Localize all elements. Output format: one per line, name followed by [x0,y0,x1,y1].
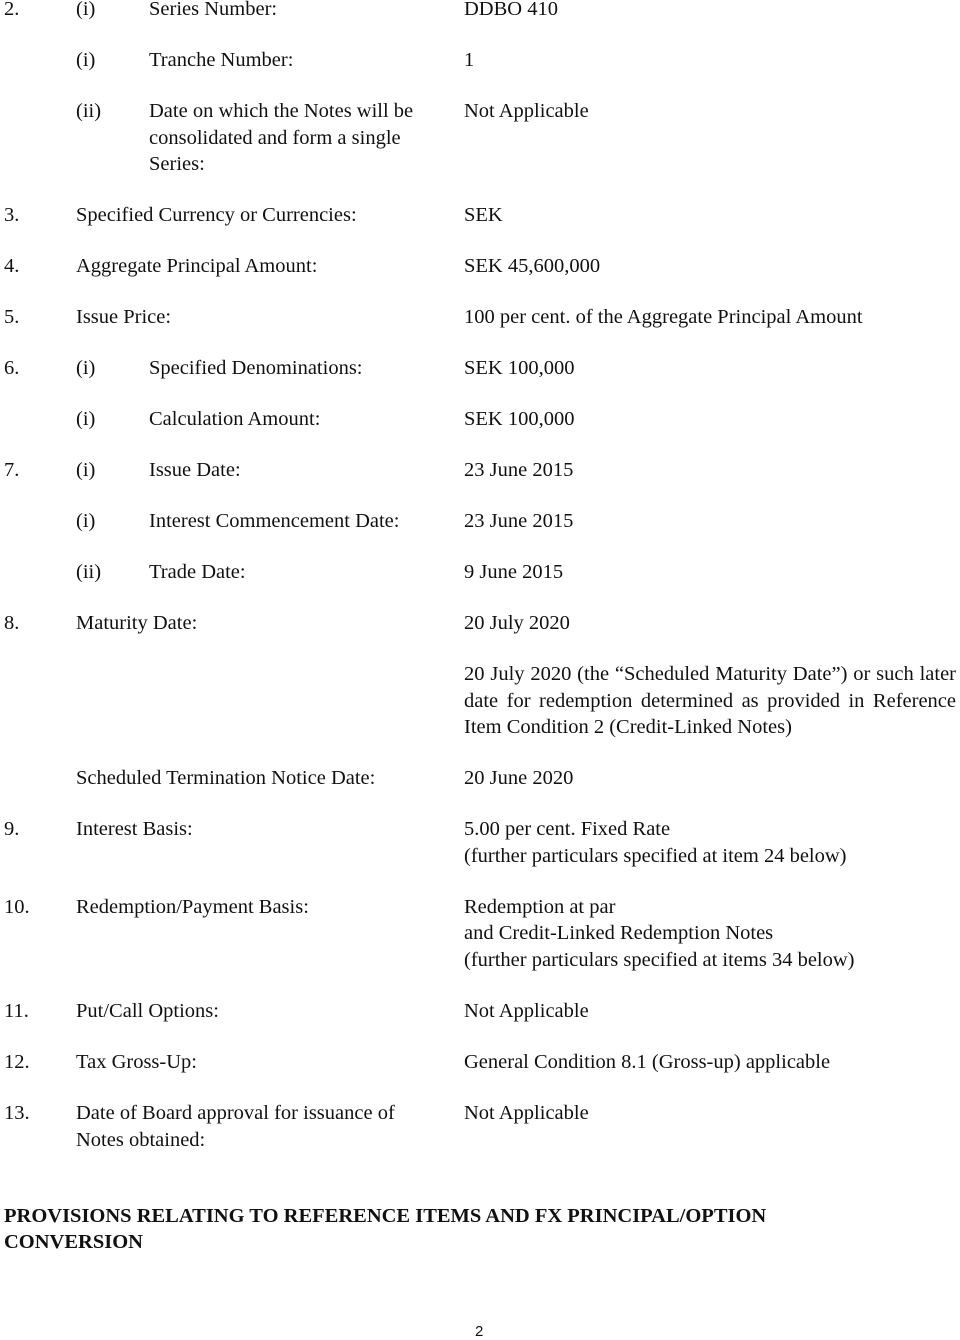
item-number: 3. [4,204,20,226]
field-value: 20 July 2020 [464,612,570,634]
sub-item-marker: (i) [76,510,96,532]
field-label: Tranche Number: [149,49,294,71]
field-label: Redemption/Payment Basis: [76,896,309,918]
field-value: 5.00 per cent. Fixed Rate [464,818,671,840]
field-label: Issue Price: [76,306,172,328]
item-number: 10. [4,896,30,918]
field-label: Interest Basis: [76,818,193,840]
sub-item-marker: (i) [76,0,96,20]
field-label: Maturity Date: [76,612,198,634]
field-label: Put/Call Options: [76,1000,219,1022]
field-value: DDBO 410 [464,0,558,20]
item-number: 8. [4,612,20,634]
field-value: (further particulars specified at items 34 below) [464,949,855,971]
field-value: 23 June 2015 [464,510,574,532]
field-value: (further particulars specified at item 24 below) [464,845,847,867]
field-label: Notes obtained: [76,1129,206,1151]
field-label: Trade Date: [149,561,246,583]
item-number: 9. [4,818,20,840]
maturity-date-detail: 20 July 2020 (the “Scheduled Maturity Date”) or such later date for redemption determined as provided in Reference Item Condition 2 (Credit-Linked Notes) [464,663,956,738]
field-label: Specified Denominations: [149,357,363,379]
field-value: and Credit-Linked Redemption Notes [464,922,774,944]
field-value: General Condition 8.1 (Gross-up) applicable [464,1051,831,1073]
sub-item-marker: (i) [76,357,96,379]
field-label: Tax Gross-Up: [76,1051,197,1073]
sub-item-marker: (i) [76,408,96,430]
field-value: 9 June 2015 [464,561,564,583]
sub-item-marker: (i) [76,49,96,71]
item-number: 11. [4,1000,29,1022]
field-value: SEK [464,204,503,226]
section-heading: CONVERSION [4,1231,143,1253]
field-label: Specified Currency or Currencies: [76,204,357,226]
sub-item-marker: (ii) [76,561,102,583]
field-value: 23 June 2015 [464,459,574,481]
item-number: 2. [4,0,20,20]
field-label: Issue Date: [149,459,241,481]
field-value: Not Applicable [464,1102,589,1124]
field-label: Interest Commencement Date: [149,510,400,532]
field-label: Date on which the Notes will be [149,100,414,122]
field-value: 1 [464,49,475,71]
sub-item-marker: (ii) [76,100,102,122]
item-number: 4. [4,255,20,277]
item-number: 12. [4,1051,30,1073]
field-value: Not Applicable [464,1000,589,1022]
section-heading: PROVISIONS RELATING TO REFERENCE ITEMS AND FX PRINCIPAL/OPTION [4,1205,767,1227]
field-value: 20 June 2020 [464,767,574,789]
page-number: 2 [475,1323,484,1340]
field-label: Calculation Amount: [149,408,321,430]
item-number: 7. [4,459,20,481]
item-number: 13. [4,1102,30,1124]
sub-item-marker: (i) [76,459,96,481]
item-number: 5. [4,306,20,328]
field-value: 100 per cent. of the Aggregate Principal Amount [464,306,863,328]
field-value: SEK 45,600,000 [464,255,601,277]
field-label: consolidated and form a single [149,127,401,149]
field-value: SEK 100,000 [464,408,575,430]
field-value: Not Applicable [464,100,589,122]
field-label: Series Number: [149,0,278,20]
field-label: Aggregate Principal Amount: [76,255,318,277]
field-label: Scheduled Termination Notice Date: [76,767,376,789]
item-number: 6. [4,357,20,379]
field-value: SEK 100,000 [464,357,575,379]
field-label: Date of Board approval for issuance of [76,1102,395,1124]
field-value: Redemption at par [464,896,616,918]
field-label: Series: [149,153,205,175]
